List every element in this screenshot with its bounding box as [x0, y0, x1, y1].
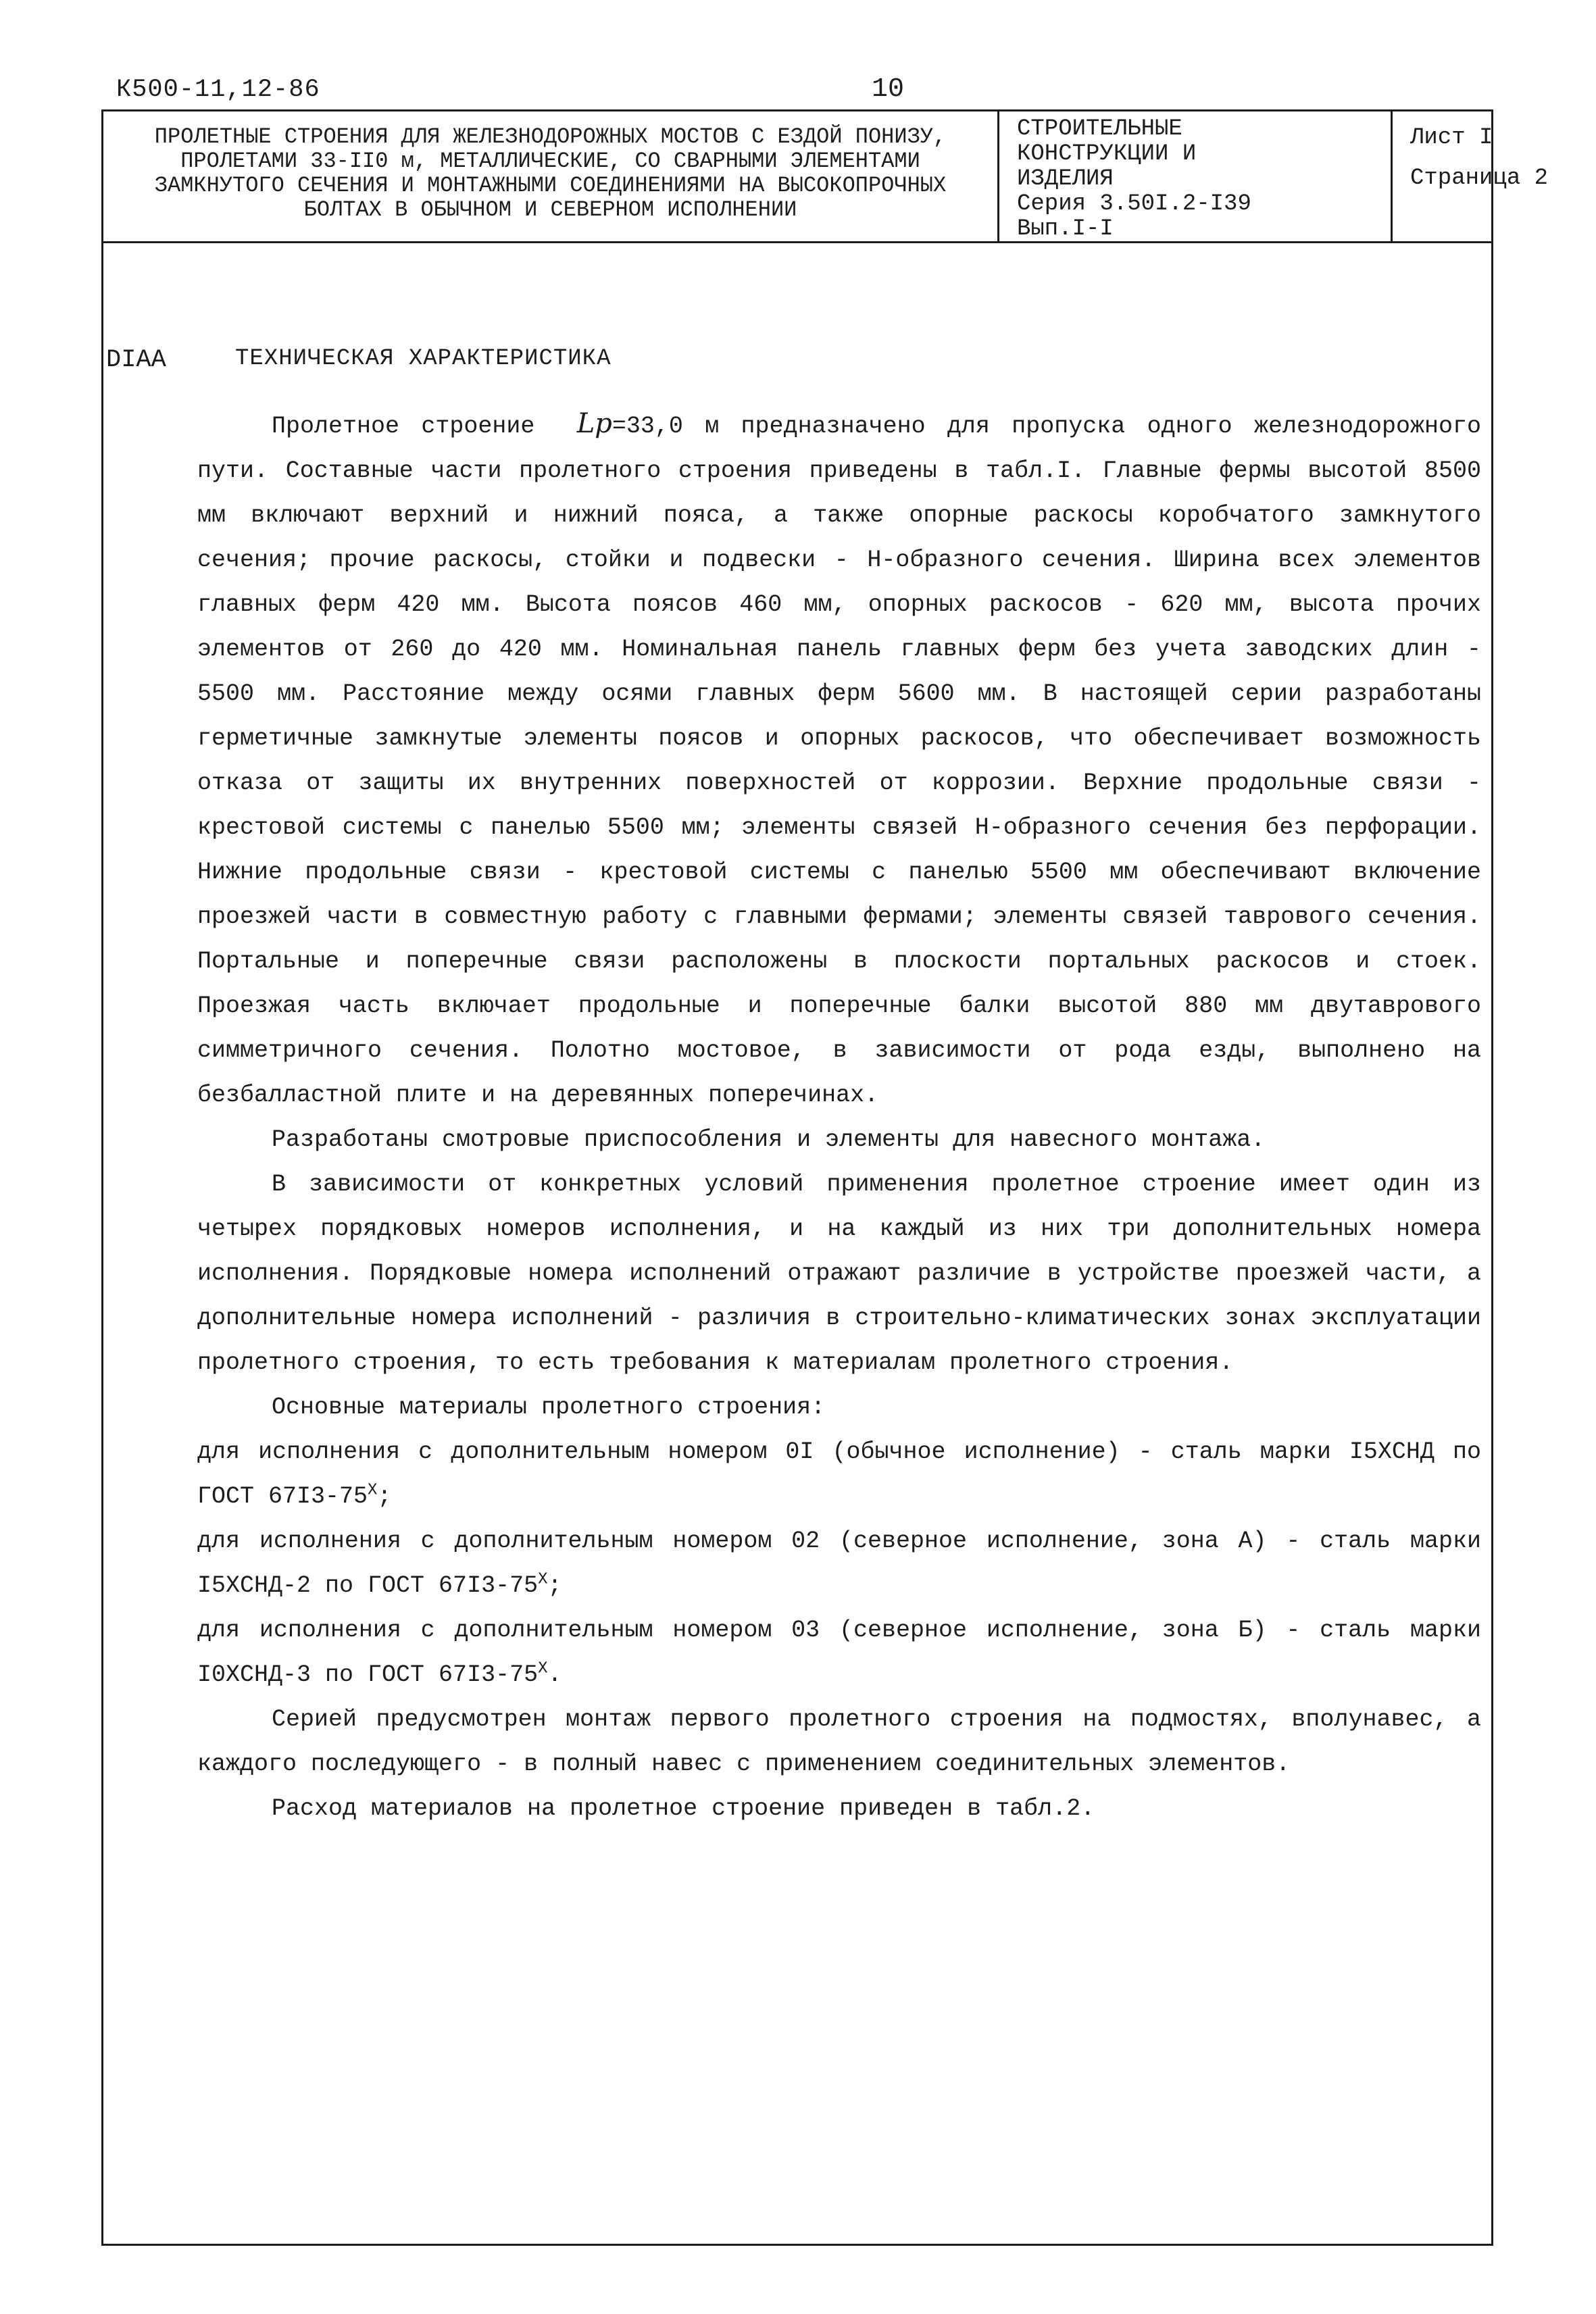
span-symbol: Lp: [576, 408, 612, 439]
material-end: ;: [377, 1483, 392, 1510]
paragraph-materials-heading: Основные материалы пролетного строения:: [272, 1394, 826, 1421]
paragraph-consumption: Расход материалов на пролетное строение приведен в табл.2.: [272, 1795, 1095, 1822]
superscript: Х: [538, 1659, 548, 1678]
p1-rest: =33,0 м предназначено для пропуска одного железнодорожного пути. Составные части пролетного строения приведены в табл.I. Главные фермы высотой 8500 мм включают верхний и нижний пояса, а также опорные раскосы коробчатого замкнутого сечения; прочие раскосы, стойки и подвески - Н-образного сечения. Ширина всех элементов главных ферм 420 мм. Высота поясов 460 мм, опорных раскосов - 620 мм, высота прочих элементов от 260 до 420 мм. Номинальная панель главных ферм без учета заводских длин - 5500 мм. Расстояние между осями главных ферм 5600 мм. В настоящей серии разработаны герметичные замкнутые элементы поясов и опорных раскосов, что обеспечивает возможность отказа от защиты их внутренних поверхностей от коррозии. Верхние продольные связи - крестовой системы с панелью 5500 мм; элементы связей Н-образного сечения без перфорации. Нижние продольные связи - крестовой системы с панелью 5500 мм обеспечивают включение проезжей части в совместную работу с главными фермами; элементы связей таврового сечения. Портальные и поперечные связи расположены в плоскости портальных раскосов и стоек. Проезжая часть включает продольные и поперечные балки высотой 880 мм двутаврового симметричного сечения. Полотно мостовое, в зависимости от рода езды, выполнено на безбалластной плите и на деревянных поперечинах.: [197, 413, 1481, 1109]
material-end: .: [547, 1661, 562, 1688]
title-block-sheet: [1393, 111, 1549, 241]
sheet-label: Лист I: [1410, 125, 1493, 151]
paragraph-execution-numbers: В зависимости от конкретных условий применения пролетное строение имеет один из четырех порядковых номеров исполнения, и на каждый из них три дополнительных номера исполнения. Порядковые номера исполнений отражают различие в устройстве проезжей части, а дополнительные номера исполнений - различия в строительно-климатических зонах эксплуатации пролетного строения, то есть требования к материалам пролетного строения.: [197, 1171, 1481, 1376]
material-text: для исполнения с дополнительным номером 02 (северное исполнение, зона А) - сталь марки I5ХСНД-2 по ГОСТ 67I3-75: [197, 1528, 1481, 1599]
material-text: для исполнения с дополнительным номером 0I (обычное исполнение) - сталь марки I5ХСНД по ГОСТ 67I3-75: [197, 1438, 1481, 1510]
superscript: Х: [368, 1481, 378, 1500]
title-line: БОЛТАХ В ОБЫЧНОМ И СЕВЕРНОМ ИСПОЛНЕНИИ: [303, 197, 797, 222]
material-end: ;: [547, 1572, 562, 1599]
p1-lead: Пролетное строение: [272, 413, 535, 440]
superscript: Х: [538, 1570, 548, 1589]
document-code: К500-11,12-86: [116, 76, 320, 104]
series-line: СТРОИТЕЛЬНЫЕ: [1017, 116, 1182, 142]
title-block-series: [999, 111, 1393, 241]
sheet-page-label: Страница 2: [1410, 166, 1549, 191]
page-number: 10: [872, 74, 905, 105]
series-line: Вып.I-I: [1017, 216, 1114, 242]
material-item: [197, 1430, 1481, 1519]
section-code: DIAA: [106, 346, 166, 374]
section-title: ТЕХНИЧЕСКАЯ ХАРАКТЕРИСТИКА: [235, 346, 612, 372]
title-line: ЗАМКНУТОГО СЕЧЕНИЯ И МОНТАЖНЫМИ СОЕДИНЕНИЯМИ НА ВЫСОКОПРОЧНЫХ: [154, 173, 947, 198]
title-block: [101, 109, 1549, 243]
body-text: [197, 401, 1481, 1831]
material-item: [197, 1519, 1481, 1608]
paragraph-inspection: Разработаны смотровые приспособления и элементы для навесного монтажа.: [272, 1126, 1266, 1153]
title-line: ПРОЛЕТНЫЕ СТРОЕНИЯ ДЛЯ ЖЕЛЕЗНОДОРОЖНЫХ МОСТОВ С ЕЗДОЙ ПОНИЗУ,: [154, 124, 947, 149]
material-item: [197, 1608, 1481, 1697]
paragraph-assembly: Серией предусмотрен монтаж первого пролетного строения на подмостях, вполунавес, а каждого последующего - в полный навес с применением соединительных элементов.: [197, 1706, 1481, 1778]
series-line: Серия 3.50I.2-I39: [1017, 191, 1251, 217]
series-line: ИЗДЕЛИЯ: [1017, 166, 1114, 192]
material-text: для исполнения с дополнительным номером 03 (северное исполнение, зона Б) - сталь марки I0ХСНД-3 по ГОСТ 67I3-75: [197, 1617, 1481, 1688]
title-block-title: [103, 111, 999, 241]
series-line: КОНСТРУКЦИИ И: [1017, 141, 1197, 167]
paragraph-description: [197, 401, 1481, 1117]
title-line: ПРОЛЕТАМИ 33-II0 м, МЕТАЛЛИЧЕСКИЕ, СО СВАРНЫМИ ЭЛЕМЕНТАМИ: [180, 149, 920, 174]
